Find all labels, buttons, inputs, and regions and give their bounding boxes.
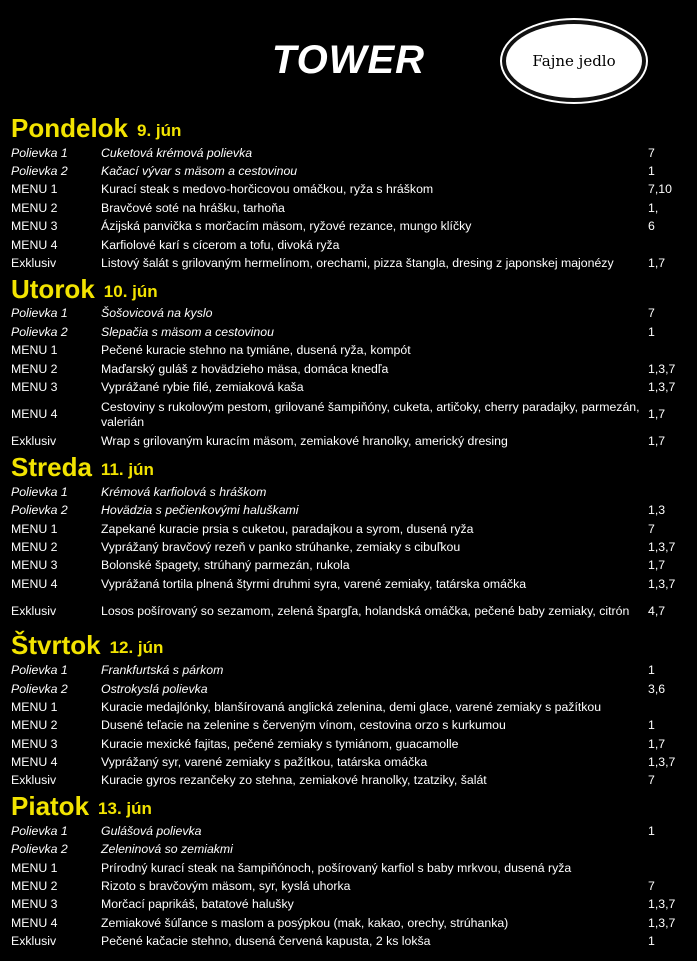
- menu-row: [0, 483, 697, 501]
- meal-type: MENU 4: [11, 755, 58, 770]
- menu-row: [0, 397, 697, 433]
- day-name: Streda: [11, 452, 92, 483]
- meal-type: MENU 4: [11, 915, 58, 930]
- meal-type: Polievka 2: [11, 164, 68, 179]
- menu-row: [0, 520, 697, 538]
- dish-name: Vyprážaný bravčový rezeň v panko strúhanke, zemiaky s cibuľkou: [101, 539, 461, 554]
- day-section: [0, 451, 697, 629]
- menu-row: [0, 144, 697, 162]
- meal-type: Polievka 2: [11, 503, 68, 518]
- dish-name: Frankfurtská s párkom: [101, 663, 224, 678]
- meal-type: Exklusiv: [11, 934, 57, 949]
- allergens: 1,3,7: [648, 755, 676, 770]
- day-date: 11. jún: [100, 460, 154, 480]
- dish-name: Krémová karfiolová s hráškom: [101, 484, 267, 499]
- menu-row: [0, 717, 697, 735]
- menu-row: [0, 342, 697, 360]
- meal-type: MENU 2: [11, 361, 58, 376]
- menu-row: [0, 896, 697, 914]
- dish-name: Bolonské špagety, strúhaný parmezán, rukola: [101, 558, 350, 573]
- dish-name: Kuracie gyros rezančeky zo stehna, zemiakové hranolky, tzatziky, šalát: [101, 773, 487, 788]
- allergens: 1,7: [648, 434, 666, 449]
- meal-type: Polievka 1: [11, 663, 68, 678]
- dish-name: Zemiakové šúľance s maslom a posýpkou (mak, kakao, orechy, strúhanka): [101, 915, 509, 930]
- menu-row: [0, 772, 697, 790]
- allergens: 7: [648, 306, 655, 321]
- day-header: [0, 112, 697, 144]
- allergens: 6: [648, 219, 655, 234]
- menu-row: [0, 218, 697, 236]
- meal-type: Exklusiv: [11, 256, 57, 271]
- meal-type: MENU 4: [11, 576, 58, 591]
- allergens: 7,10: [648, 182, 672, 197]
- menu-row: [0, 162, 697, 180]
- meal-type: MENU 3: [11, 379, 58, 394]
- allergens: 3,6: [648, 681, 666, 696]
- allergens: 1: [648, 663, 655, 678]
- meal-type: MENU 2: [11, 200, 58, 215]
- dish-name: Zapekané kuracie prsia s cuketou, paradajkou a syrom, dusená ryža: [101, 521, 474, 536]
- allergens: 1: [648, 164, 655, 179]
- dish-name: Pečené kuracie stehno na tymiáne, dusená ryža, kompót: [101, 343, 411, 358]
- allergens: 1: [648, 718, 655, 733]
- allergens: 1,7: [648, 256, 666, 271]
- dish-name: Prírodný kurací steak na šampiňónoch, pošírovaný karfiol s baby mrkvou, dusená ryža: [101, 860, 572, 875]
- dish-name: Vyprážaný syr, varené zemiaky s pažítkou, tatárska omáčka: [101, 755, 428, 770]
- dish-name: Rizoto s bravčovým mäsom, syr, kyslá uhorka: [101, 879, 351, 894]
- dish-name: Kuracie medajlónky, blanšírovaná anglická zelenina, demi glace, varené zemiaky s pažítkou: [101, 699, 602, 714]
- allergens: 7: [648, 879, 655, 894]
- menu-row: [0, 433, 697, 451]
- dish-name: Morčací paprikáš, batatové halušky: [101, 897, 294, 912]
- dish-name: Pečené kačacie stehno, dusená červená kapusta, 2 ks lokša: [101, 934, 431, 949]
- dish-name: Vyprážaná tortila plnená štyrmi druhmi syra, varené zemiaky, tatárska omáčka: [101, 576, 527, 591]
- dish-name: Šošovicová na kyslo: [101, 306, 213, 321]
- day-section: [0, 790, 697, 951]
- day-section: [0, 629, 697, 790]
- dish-name: Kuracie mexické fajitas, pečené zemiaky s tymiánom, guacamolle: [101, 736, 459, 751]
- day-name: Pondelok: [11, 113, 129, 143]
- day-header: [0, 790, 697, 822]
- menu-row: [0, 735, 697, 753]
- logo-text: Fajne jedlo: [532, 52, 616, 70]
- logo: [506, 24, 642, 98]
- meal-type: Polievka 1: [11, 306, 68, 321]
- meal-type: MENU 1: [11, 182, 58, 197]
- meal-type: Polievka 1: [11, 484, 68, 499]
- meal-type: MENU 2: [11, 718, 58, 733]
- allergens: 1: [648, 823, 655, 838]
- allergens: 1,3,7: [648, 576, 676, 591]
- meal-type: MENU 3: [11, 897, 58, 912]
- meal-type: Exklusiv: [11, 434, 57, 449]
- meal-type: Exklusiv: [11, 773, 57, 788]
- dish-name: Wrap s grilovaným kuracím mäsom, zemiakové hranolky, americký dresing: [101, 434, 508, 449]
- weekly-menu: [0, 112, 697, 951]
- allergens: 1,3,7: [648, 539, 676, 554]
- allergens: 7: [648, 773, 655, 788]
- dish-name: Cuketová krémová polievka: [101, 145, 253, 160]
- meal-type: Polievka 1: [11, 145, 68, 160]
- meal-type: MENU 1: [11, 699, 58, 714]
- day-name: Utorok: [11, 273, 95, 304]
- menu-row: [0, 661, 697, 679]
- meal-type: MENU 2: [11, 879, 58, 894]
- meal-type: MENU 3: [11, 736, 58, 751]
- day-name: Štvrtok: [11, 630, 101, 661]
- menu-row: [0, 360, 697, 378]
- menu-row: [0, 323, 697, 341]
- dish-name: Listový šalát s grilovaným hermelínom, orechami, pizza štangla, dresing z japonskej majonézy: [101, 256, 614, 271]
- menu-row: [0, 698, 697, 716]
- day-date: 13. jún: [98, 799, 152, 819]
- menu-row: [0, 501, 697, 519]
- allergens: 1,3,7: [648, 379, 676, 394]
- menu-row: [0, 538, 697, 556]
- meal-type: MENU 1: [11, 343, 58, 358]
- menu-row: [0, 236, 697, 254]
- meal-type: Polievka 2: [11, 324, 68, 339]
- dish-name: Ostrokyslá polievka: [101, 681, 208, 696]
- menu-row: [0, 181, 697, 199]
- allergens: 1,7: [648, 736, 666, 751]
- day-date: 10. jún: [103, 281, 158, 301]
- day-name: Piatok: [11, 791, 90, 822]
- allergens: 1,3: [648, 503, 666, 518]
- meal-type: MENU 2: [11, 539, 58, 554]
- menu-row: [0, 933, 697, 951]
- dish-name: Kačací vývar s mäsom a cestovinou: [101, 164, 298, 179]
- meal-type: Polievka 2: [11, 842, 68, 857]
- day-date: 9. jún: [137, 121, 182, 140]
- day-header: [0, 451, 697, 483]
- menu-row: [0, 378, 697, 396]
- menu-row: [0, 841, 697, 859]
- allergens: 1,3,7: [648, 361, 676, 376]
- meal-type: Polievka 2: [11, 681, 68, 696]
- allergens: 1,: [648, 200, 659, 215]
- allergens: 1,3,7: [648, 897, 676, 912]
- dish-name: Ázijská panvička s morčacím mäsom, ryžové rezance, mungo klíčky: [101, 219, 472, 234]
- menu-row: [0, 680, 697, 698]
- allergens: 1: [648, 934, 655, 949]
- meal-type: MENU 3: [11, 558, 58, 573]
- menu-row: [0, 877, 697, 895]
- allergens: 7: [648, 521, 655, 536]
- dish-name: Slepačia s mäsom a cestovinou: [101, 324, 274, 339]
- day-section: [0, 112, 697, 273]
- dish-name: Karfiolové karí s cícerom a tofu, divoká ryža: [101, 237, 340, 252]
- allergens: 7: [648, 145, 655, 160]
- menu-row: [0, 914, 697, 932]
- menu-row: [0, 557, 697, 575]
- menu-row: [0, 575, 697, 593]
- allergens: 4,7: [648, 603, 666, 618]
- menu-row: [0, 199, 697, 217]
- menu-row: [0, 822, 697, 840]
- meal-type: MENU 4: [11, 237, 58, 252]
- meal-type: MENU 1: [11, 521, 58, 536]
- dish-name: Maďarský guláš z hovädzieho mäsa, domáca knedľa: [101, 361, 389, 376]
- dish-name: Vyprážané rybie filé, zemiaková kaša: [101, 379, 304, 394]
- day-header: [0, 629, 697, 661]
- day-section: [0, 273, 697, 451]
- day-date: 12. jún: [109, 638, 164, 658]
- dish-name: Cestoviny s rukolovým pestom, grilované šampiňóny, cuketa, artičoky, cherry paradajky, parmezán, valerián: [101, 399, 640, 429]
- day-header: [0, 273, 697, 305]
- dish-name: Kurací steak s medovo-horčicovou omáčkou, ryža s hráškom: [101, 182, 434, 197]
- meal-type: Exklusiv: [11, 603, 57, 618]
- dish-name: Hovädzia s pečienkovými haluškami: [101, 503, 299, 518]
- page-title: TOWER: [271, 38, 426, 82]
- dish-name: Gulášová polievka: [101, 823, 202, 838]
- allergens: 1,7: [648, 407, 666, 422]
- allergens: 1,7: [648, 558, 666, 573]
- dish-name: Dusené teľacie na zelenine s červeným vínom, cestovina orzo s kurkumou: [101, 718, 506, 733]
- allergens: 1,3,7: [648, 915, 676, 930]
- menu-row: [0, 859, 697, 877]
- dish-name: Losos pošírovaný so sezamom, zelená špargľa, holandská omáčka, pečené baby zemiaky, citrón: [101, 603, 630, 618]
- menu-row: [0, 753, 697, 771]
- dish-name: Zeleninová so zemiakmi: [101, 842, 233, 857]
- meal-type: MENU 3: [11, 219, 58, 234]
- meal-type: MENU 1: [11, 860, 58, 875]
- dish-name: Bravčové soté na hrášku, tarhoňa: [101, 200, 285, 215]
- meal-type: Polievka 1: [11, 823, 68, 838]
- menu-row: [0, 305, 697, 323]
- menu-row: [0, 254, 697, 272]
- meal-type: MENU 4: [11, 407, 58, 422]
- allergens: 1: [648, 324, 655, 339]
- menu-row: [0, 593, 697, 629]
